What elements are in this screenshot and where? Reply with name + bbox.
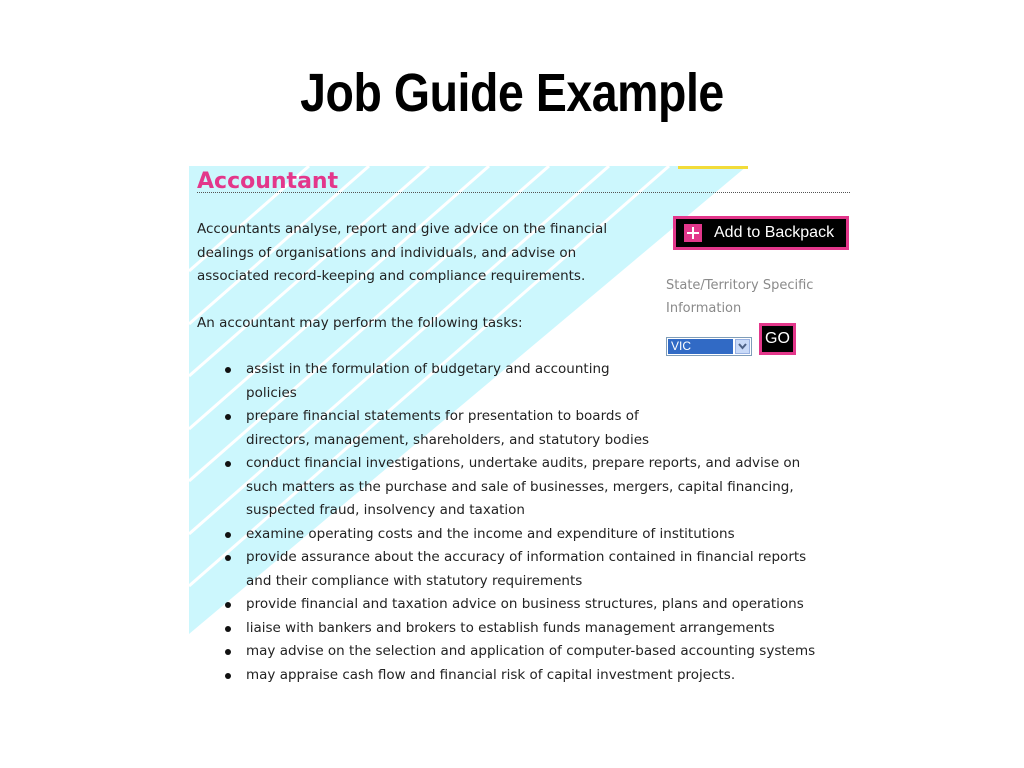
add-to-backpack-label: Add to Backpack <box>714 224 835 241</box>
list-item <box>222 640 826 664</box>
task-text: liaise with bankers and brokers to establish funds management arrangements <box>246 619 775 636</box>
tasks-lead: An accountant may perform the following tasks: <box>197 315 523 331</box>
task-text: assist in the formulation of budgetary and accounting policies <box>246 361 610 401</box>
task-text: may advise on the selection and application of computer-based accounting systems <box>246 643 816 659</box>
task-text: examine operating costs and the income and expenditure of institutions <box>246 525 735 542</box>
state-select-value: VIC <box>668 339 733 354</box>
bullet-icon <box>225 649 231 655</box>
chevron-down-icon[interactable] <box>735 339 750 354</box>
task-text: may appraise cash flow and financial risk of capital investment projects. <box>246 666 736 683</box>
state-territory-label: State/Territory Specific Information <box>666 278 814 316</box>
task-text: conduct financial investigations, undertake audits, prepare reports, and advise on such matters as the purchase and sale of businesses, mergers, capital financing, suspected fraud, insolvency and taxation <box>246 455 801 518</box>
slide-title: Job Guide Example <box>300 63 724 123</box>
list-item <box>222 452 826 523</box>
plus-icon <box>684 224 702 242</box>
bullet-icon <box>225 532 231 538</box>
bullet-icon <box>225 673 231 679</box>
job-guide-screenshot <box>189 166 850 688</box>
state-select[interactable] <box>666 337 752 356</box>
task-text: provide assurance about the accuracy of information contained in financial reports and their compliance with statutory requirements <box>246 549 807 589</box>
bullet-icon <box>225 461 231 467</box>
go-button[interactable]: GO <box>759 323 796 355</box>
add-to-backpack-button[interactable] <box>673 216 849 250</box>
bullet-icon <box>225 602 231 608</box>
task-text: provide financial and taxation advice on business structures, plans and operations <box>246 596 804 612</box>
task-text: prepare financial statements for presentation to boards of directors, management, shareholders, and statutory bodies <box>246 408 650 448</box>
intro-paragraph: Accountants analyse, report and give advice on the financial dealings of organisations and individuals, and advise on associated record-keeping and compliance requirements. <box>197 221 608 284</box>
list-item <box>222 546 826 593</box>
top-tab-highlight <box>678 166 748 169</box>
page-heading: Accountant <box>197 169 339 194</box>
bullet-icon <box>225 367 231 373</box>
list-item <box>222 358 646 405</box>
task-list <box>222 358 826 687</box>
list-item <box>222 523 826 547</box>
bullet-icon <box>225 626 231 632</box>
list-item <box>222 593 826 617</box>
list-item <box>222 617 826 641</box>
bullet-icon <box>225 555 231 561</box>
list-item <box>222 664 826 688</box>
heading-divider <box>197 192 850 193</box>
list-item <box>222 405 666 452</box>
bullet-icon <box>225 414 231 420</box>
